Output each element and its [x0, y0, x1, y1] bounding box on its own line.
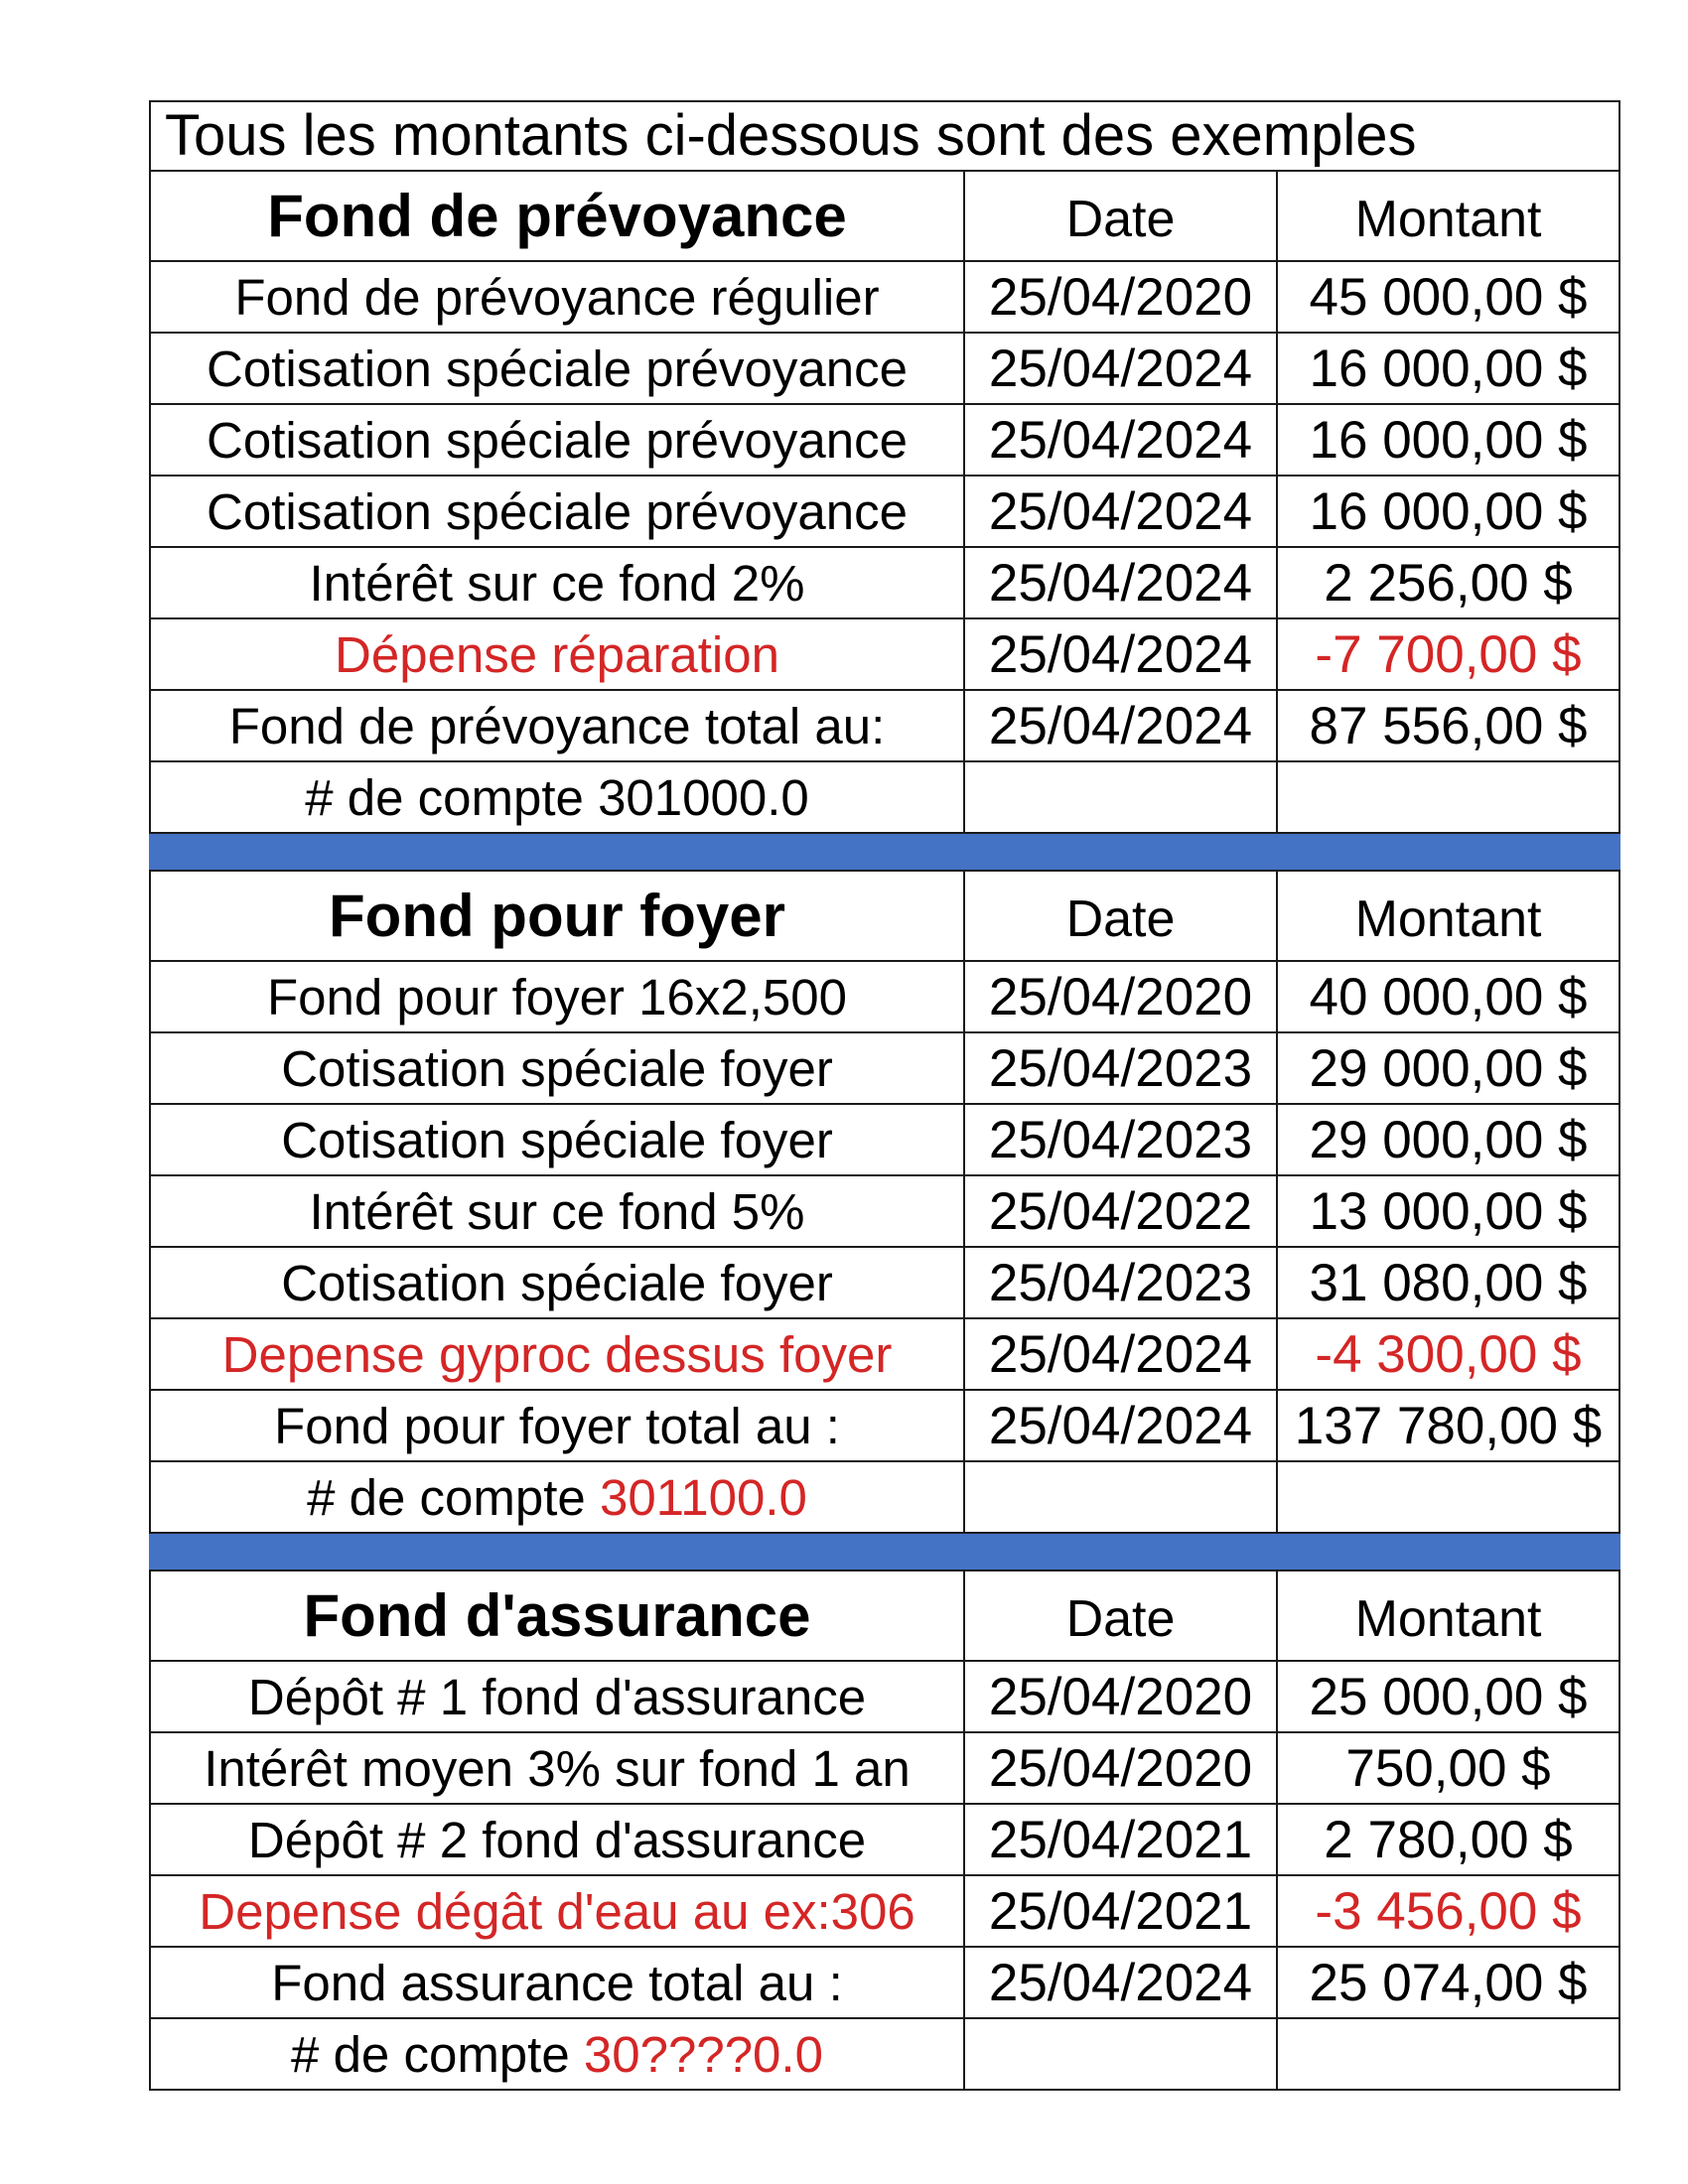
account-number: 301100.0: [599, 1468, 807, 1526]
row-date: 25/04/2024: [964, 1318, 1277, 1390]
row-label: Fond assurance total au :: [150, 1947, 964, 2018]
account-prefix: # de compte: [307, 1468, 600, 1526]
amount-column-header: Montant: [1277, 1570, 1619, 1661]
row-label: Cotisation spéciale prévoyance: [150, 404, 964, 476]
table-row-total: [150, 1390, 1619, 1461]
row-amount: 45 000,00 $: [1277, 261, 1619, 333]
table-row: [150, 1732, 1619, 1804]
row-date: 25/04/2020: [964, 961, 1277, 1032]
row-label: Cotisation spéciale prévoyance: [150, 476, 964, 547]
section-header-row: [150, 871, 1619, 961]
row-date: 25/04/2024: [964, 1390, 1277, 1461]
table-row: [150, 1104, 1619, 1175]
row-date: 25/04/2021: [964, 1875, 1277, 1947]
row-label: Dépense réparation: [150, 618, 964, 690]
row-date: 25/04/2020: [964, 261, 1277, 333]
row-date: 25/04/2024: [964, 618, 1277, 690]
row-amount: 16 000,00 $: [1277, 333, 1619, 404]
row-label: Intérêt sur ce fond 5%: [150, 1175, 964, 1247]
table-row: [150, 1661, 1619, 1732]
date-column-header: Date: [964, 1570, 1277, 1661]
account-row: [150, 761, 1619, 833]
row-label: Depense dégât d'eau au ex:306: [150, 1875, 964, 1947]
account-row: [150, 1461, 1619, 1533]
account-cell: [150, 1461, 964, 1533]
section-header-row: [150, 171, 1619, 261]
row-label: Cotisation spéciale foyer: [150, 1104, 964, 1175]
row-amount: 31 080,00 $: [1277, 1247, 1619, 1318]
row-amount: 2 780,00 $: [1277, 1804, 1619, 1875]
row-amount: 29 000,00 $: [1277, 1104, 1619, 1175]
amount-column-header: Montant: [1277, 871, 1619, 961]
row-date: 25/04/2020: [964, 1661, 1277, 1732]
account-prefix: # de compte: [305, 768, 599, 826]
row-label: Cotisation spéciale foyer: [150, 1247, 964, 1318]
table-row: [150, 1175, 1619, 1247]
table-row: [150, 1032, 1619, 1104]
row-date: 25/04/2024: [964, 404, 1277, 476]
table-row: [150, 261, 1619, 333]
row-amount: -3 456,00 $: [1277, 1875, 1619, 1947]
sheet-title: Tous les montants ci-dessous sont des exemples: [150, 101, 1619, 171]
row-date: 25/04/2022: [964, 1175, 1277, 1247]
row-label: Intérêt moyen 3% sur fond 1 an: [150, 1732, 964, 1804]
row-label: Intérêt sur ce fond 2%: [150, 547, 964, 618]
row-amount: 750,00 $: [1277, 1732, 1619, 1804]
table-row: [150, 961, 1619, 1032]
row-label: Fond de prévoyance total au:: [150, 690, 964, 761]
section-header-row: [150, 1570, 1619, 1661]
funds-sheet: [149, 100, 1618, 2091]
row-label: Dépôt # 1 fond d'assurance: [150, 1661, 964, 1732]
date-column-header: Date: [964, 171, 1277, 261]
empty-cell: [1277, 761, 1619, 833]
table-row: [150, 476, 1619, 547]
section-heading: Fond de prévoyance: [150, 171, 964, 261]
section-divider: [150, 1533, 1619, 1570]
table-row: [150, 547, 1619, 618]
divider-band: [150, 833, 1619, 871]
row-date: 25/04/2023: [964, 1032, 1277, 1104]
account-number: 30????0.0: [583, 2025, 823, 2083]
table-row: [150, 404, 1619, 476]
row-amount: -4 300,00 $: [1277, 1318, 1619, 1390]
divider-band: [150, 1533, 1619, 1570]
date-column-header: Date: [964, 871, 1277, 961]
table-row: [150, 1247, 1619, 1318]
row-amount: 16 000,00 $: [1277, 476, 1619, 547]
title-row: [150, 101, 1619, 171]
row-amount: 13 000,00 $: [1277, 1175, 1619, 1247]
amount-column-header: Montant: [1277, 171, 1619, 261]
row-amount: 25 074,00 $: [1277, 1947, 1619, 2018]
row-date: 25/04/2023: [964, 1104, 1277, 1175]
row-date: 25/04/2024: [964, 690, 1277, 761]
section-divider: [150, 833, 1619, 871]
account-number: 301000.0: [598, 768, 809, 826]
row-date: 25/04/2024: [964, 547, 1277, 618]
funds-table: [149, 100, 1620, 2091]
row-amount: -7 700,00 $: [1277, 618, 1619, 690]
row-label: Fond pour foyer 16x2,500: [150, 961, 964, 1032]
row-amount: 40 000,00 $: [1277, 961, 1619, 1032]
account-cell: [150, 761, 964, 833]
row-amount: 25 000,00 $: [1277, 1661, 1619, 1732]
table-row-total: [150, 1947, 1619, 2018]
row-label: Cotisation spéciale foyer: [150, 1032, 964, 1104]
row-date: 25/04/2024: [964, 1947, 1277, 2018]
section-heading: Fond pour foyer: [150, 871, 964, 961]
table-row: [150, 333, 1619, 404]
table-row: [150, 1804, 1619, 1875]
row-label: Fond pour foyer total au :: [150, 1390, 964, 1461]
account-cell: [150, 2018, 964, 2090]
row-amount: 137 780,00 $: [1277, 1390, 1619, 1461]
row-amount: 2 256,00 $: [1277, 547, 1619, 618]
row-date: 25/04/2024: [964, 333, 1277, 404]
row-label: Fond de prévoyance régulier: [150, 261, 964, 333]
row-amount: 87 556,00 $: [1277, 690, 1619, 761]
row-label: Cotisation spéciale prévoyance: [150, 333, 964, 404]
account-prefix: # de compte: [291, 2025, 584, 2083]
row-date: 25/04/2021: [964, 1804, 1277, 1875]
empty-cell: [964, 2018, 1277, 2090]
row-date: 25/04/2024: [964, 476, 1277, 547]
section-heading: Fond d'assurance: [150, 1570, 964, 1661]
row-label: Dépôt # 2 fond d'assurance: [150, 1804, 964, 1875]
row-date: 25/04/2023: [964, 1247, 1277, 1318]
row-label: Depense gyproc dessus foyer: [150, 1318, 964, 1390]
empty-cell: [964, 761, 1277, 833]
table-row-total: [150, 690, 1619, 761]
row-date: 25/04/2020: [964, 1732, 1277, 1804]
empty-cell: [1277, 2018, 1619, 2090]
table-row-expense: [150, 1318, 1619, 1390]
empty-cell: [964, 1461, 1277, 1533]
account-row: [150, 2018, 1619, 2090]
table-row-expense: [150, 618, 1619, 690]
row-amount: 16 000,00 $: [1277, 404, 1619, 476]
empty-cell: [1277, 1461, 1619, 1533]
table-row-expense: [150, 1875, 1619, 1947]
row-amount: 29 000,00 $: [1277, 1032, 1619, 1104]
